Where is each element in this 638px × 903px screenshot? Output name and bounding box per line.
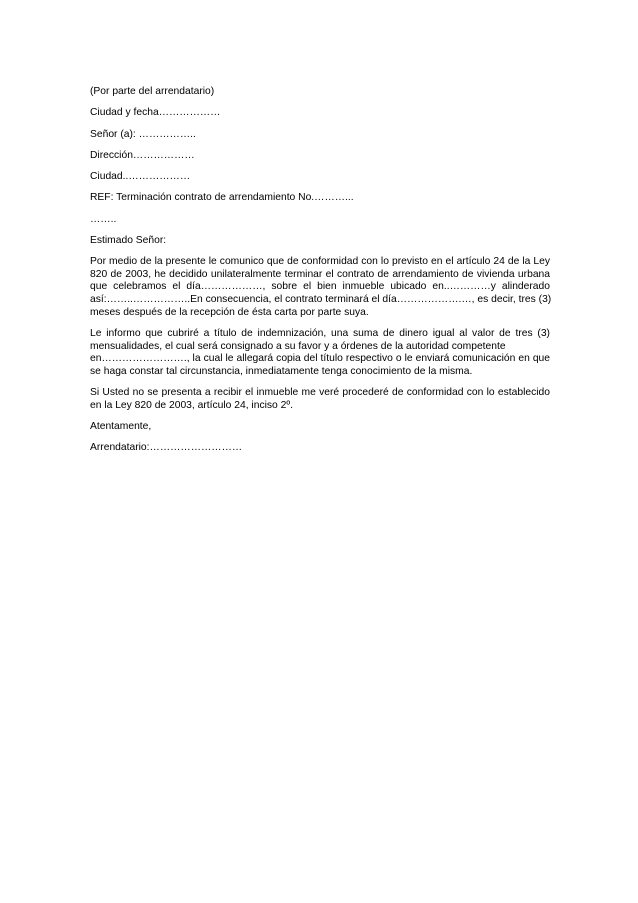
recipient-line: Señor (a): …………….. [90, 128, 196, 140]
header-note: (Por parte del arrendatario) [90, 86, 215, 97]
address-line: Dirección……………… [90, 149, 195, 161]
salutation: Estimado Señor: [90, 234, 167, 246]
paragraph-1-line: Por medio de la presente le comunico que de conformidad con lo previsto en el artículo 24 de la Ley [90, 256, 550, 268]
city-line: Ciudad..……………… [90, 171, 191, 183]
closing: Atentamente, [90, 420, 152, 432]
paragraph-3-line: Si Usted no se presenta a recibir el inmueble me veré procederé de conformidad con lo establecido [90, 386, 550, 398]
reference-line: REF: Terminación contrato de arrendamiento No.………... [90, 192, 354, 204]
paragraph-2-line: mensualidades, el cual será consignado a su favor y a órdenes de la autoridad competente [90, 340, 506, 352]
paragraph-1-line: así:……..……………..En consecuencia, el contrato terminará el día……………….…, es decir, tres (3) [90, 294, 552, 306]
paragraph-1-line: meses después de la recepción de ésta carta por parte suya. [90, 306, 369, 318]
city-date-line: Ciudad y fecha……………… [90, 107, 221, 119]
paragraph-2-line: Le informo que cubriré a título de indemnización, una suma de dinero igual al valor de tres (3) [90, 327, 550, 339]
dots-line: …….. [90, 213, 117, 225]
paragraph-2 [90, 328, 550, 378]
paragraph-3-line: en la Ley 820 de 2003, artículo 24, inciso 2º. [90, 399, 293, 411]
paragraph-3 [90, 387, 550, 412]
paragraph-1-line: que celebramos el día………………, sobre el bien inmueble ubicado en..…………y alinderado [90, 281, 550, 293]
paragraph-2-line: en……………………., la cual le allegará copia del título respectivo o le enviará comunicación en que [90, 353, 550, 365]
letter-body [90, 86, 550, 455]
signature-line: Arrendatario:……………………… [90, 442, 243, 454]
paragraph-2-line: se haga constar tal circunstancia, inmediatamente tenga conocimiento de la misma. [90, 365, 473, 377]
paragraph-1-line: 820 de 2003, he decidido unilateralmente terminar el contrato de arrendamiento de vivienda urbana [90, 268, 550, 280]
paragraph-1 [90, 256, 550, 319]
